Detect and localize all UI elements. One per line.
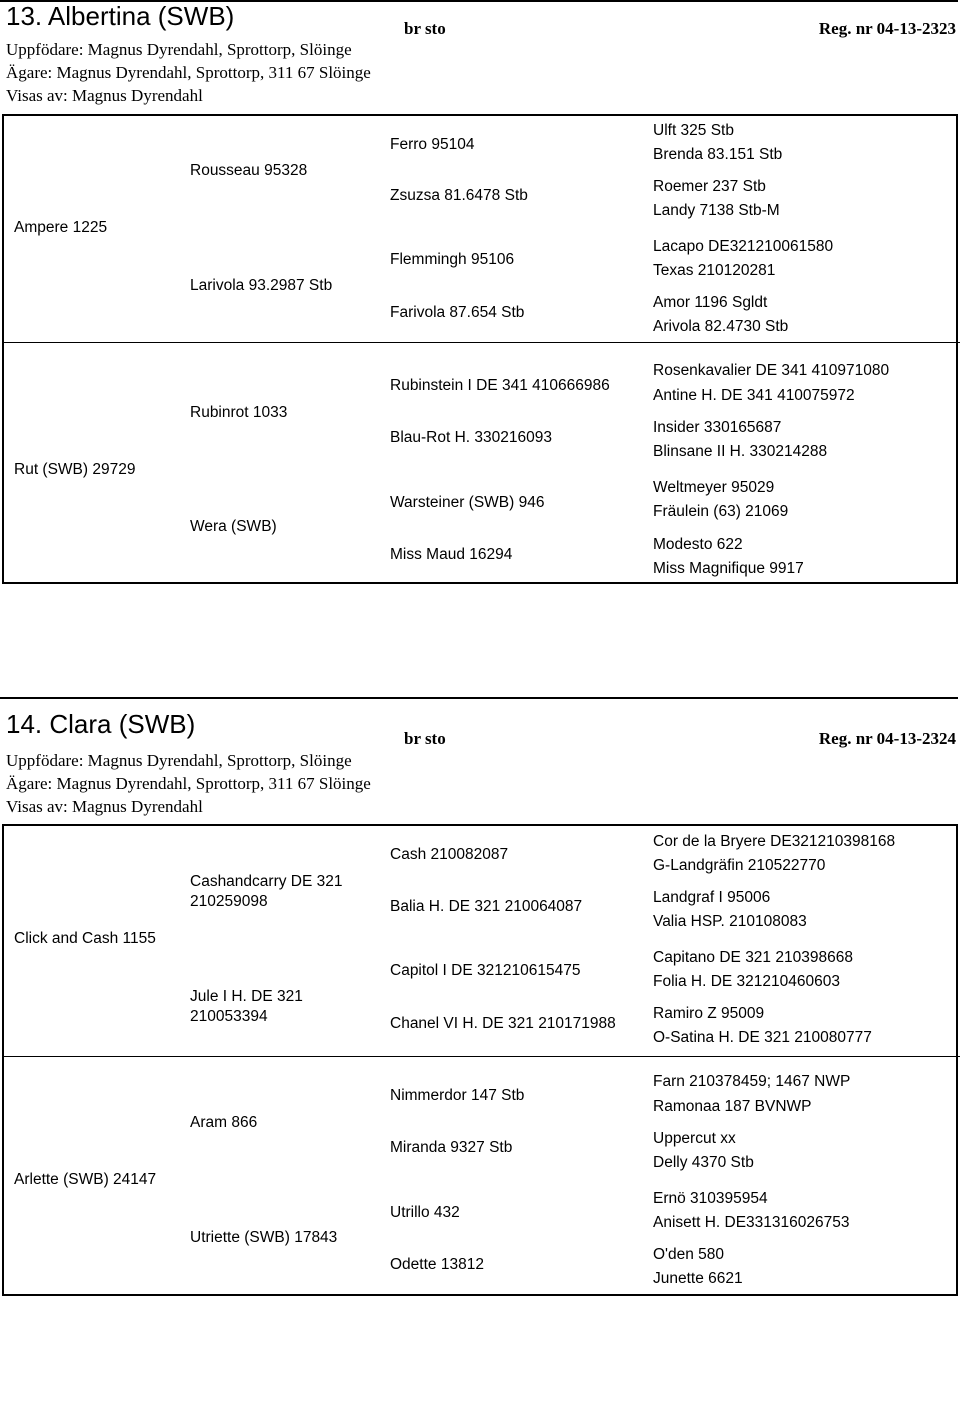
shown-by: Visas av: Magnus Dyrendahl xyxy=(6,86,203,105)
sire-sire: Cashandcarry DE 321 210259098 xyxy=(190,873,343,910)
dam-dam: Utriette (SWB) 17843 xyxy=(190,1229,338,1246)
ancestor-g4: Landgraf I 95006 xyxy=(653,889,771,906)
ancestor-g4: Anisett H. DE331316026753 xyxy=(653,1214,850,1231)
reg-number: Reg. nr 04-13-2324 xyxy=(818,729,956,748)
shown-by: Visas av: Magnus Dyrendahl xyxy=(6,797,203,816)
sire-dam: Jule I H. DE 321 210053394 xyxy=(190,988,303,1025)
owner: Ägare: Magnus Dyrendahl, Sprottorp, 311 67 Slöinge xyxy=(6,774,371,793)
sire-sire-dam: Balia H. DE 321 210064087 xyxy=(390,898,583,915)
ancestor-g4: Farn 210378459; 1467 NWP xyxy=(653,1073,851,1090)
dam-sire: Rubinrot 1033 xyxy=(190,404,288,421)
pedigree-divider xyxy=(4,342,960,343)
ancestor-g4: Roemer 237 Stb xyxy=(653,178,766,195)
horse-title: 14. Clara (SWB) xyxy=(6,709,196,739)
ancestor-g4: Capitano DE 321 210398668 xyxy=(653,949,853,966)
breeder: Uppfödare: Magnus Dyrendahl, Sprottorp, Slöinge xyxy=(6,751,352,770)
dam-sire-dam: Miranda 9327 Stb xyxy=(390,1139,513,1156)
sire-dam: Larivola 93.2987 Stb xyxy=(190,277,333,294)
ancestor-g4: Cor de la Bryere DE321210398168 xyxy=(653,833,896,850)
horse-type: br sto xyxy=(404,729,446,748)
owner: Ägare: Magnus Dyrendahl, Sprottorp, 311 67 Slöinge xyxy=(6,63,371,82)
ancestor-g4: Amor 1196 Sgldt xyxy=(653,294,768,311)
breeder: Uppfödare: Magnus Dyrendahl, Sprottorp, Slöinge xyxy=(6,40,352,59)
ancestor-g4: Junette 6621 xyxy=(653,1270,743,1287)
ancestor-g4: Ramiro Z 95009 xyxy=(653,1005,765,1022)
ancestor-g4: Uppercut xx xyxy=(653,1130,736,1147)
ancestor-g4: G-Landgräfin 210522770 xyxy=(653,857,826,874)
ancestor-g4: Miss Magnifique 9917 xyxy=(653,560,804,577)
ancestor-g4: Brenda 83.151 Stb xyxy=(653,146,783,163)
sire-dam-sire: Flemmingh 95106 xyxy=(390,251,515,268)
sire-dam-sire: Capitol I DE 321210615475 xyxy=(390,962,581,979)
ancestor-g4: Insider 330165687 xyxy=(653,419,782,436)
sire-dam-dam: Farivola 87.654 Stb xyxy=(390,304,525,321)
dam-dam-sire: Warsteiner (SWB) 946 xyxy=(390,494,545,511)
ancestor-g4: Fräulein (63) 21069 xyxy=(653,503,789,520)
sire: Ampere 1225 xyxy=(14,219,108,236)
ancestor-g4: Landy 7138 Stb-M xyxy=(653,202,780,219)
horse-type: br sto xyxy=(404,19,446,38)
dam-dam-sire: Utrillo 432 xyxy=(390,1204,460,1221)
dam-dam-dam: Odette 13812 xyxy=(390,1256,484,1273)
sire-sire-sire: Cash 210082087 xyxy=(390,846,509,863)
ancestor-g4: O'den 580 xyxy=(653,1246,725,1263)
sire: Click and Cash 1155 xyxy=(14,930,156,947)
ancestor-g4: Weltmeyer 95029 xyxy=(653,479,775,496)
dam: Rut (SWB) 29729 xyxy=(14,461,136,478)
reg-number: Reg. nr 04-13-2323 xyxy=(818,19,956,38)
pedigree-box xyxy=(2,824,958,1296)
ancestor-g4: Texas 210120281 xyxy=(653,262,776,279)
ancestor-g4: Blinsane II H. 330214288 xyxy=(653,443,828,460)
dam-dam-dam: Miss Maud 16294 xyxy=(390,546,513,563)
dam-dam: Wera (SWB) xyxy=(190,518,277,535)
ancestor-g4: O-Satina H. DE 321 210080777 xyxy=(653,1029,872,1046)
sire-sire-dam: Zsuzsa 81.6478 Stb xyxy=(390,187,528,204)
horse-title: 13. Albertina (SWB) xyxy=(6,1,235,31)
ancestor-g4: Folia H. DE 321210460603 xyxy=(653,973,840,990)
pedigree-box xyxy=(2,114,958,584)
ancestor-g4: Lacapo DE321210061580 xyxy=(653,238,834,255)
dam: Arlette (SWB) 24147 xyxy=(14,1171,157,1188)
sire-sire: Rousseau 95328 xyxy=(190,162,308,179)
ancestor-g4: Delly 4370 Stb xyxy=(653,1154,754,1171)
dam-sire-sire: Nimmerdor 147 Stb xyxy=(390,1087,525,1104)
ancestor-g4: Ramonaa 187 BVNWP xyxy=(653,1098,812,1115)
ancestor-g4: Valia HSP. 210108083 xyxy=(653,913,807,930)
ancestor-g4: Ulft 325 Stb xyxy=(653,122,734,139)
ancestor-g4: Modesto 622 xyxy=(653,536,743,553)
sire-sire-sire: Ferro 95104 xyxy=(390,136,475,153)
dam-sire-sire: Rubinstein I DE 341 410666986 xyxy=(390,377,610,394)
dam-sire-dam: Blau-Rot H. 330216093 xyxy=(390,429,553,446)
ancestor-g4: Antine H. DE 341 410075972 xyxy=(653,387,855,404)
dam-sire: Aram 866 xyxy=(190,1114,258,1131)
pedigree-divider xyxy=(4,1056,960,1057)
ancestor-g4: Rosenkavalier DE 341 410971080 xyxy=(653,362,890,379)
ancestor-g4: Ernö 310395954 xyxy=(653,1190,768,1207)
sire-dam-dam: Chanel VI H. DE 321 210171988 xyxy=(390,1015,616,1032)
ancestor-g4: Arivola 82.4730 Stb xyxy=(653,318,789,335)
top-rule xyxy=(0,697,958,699)
